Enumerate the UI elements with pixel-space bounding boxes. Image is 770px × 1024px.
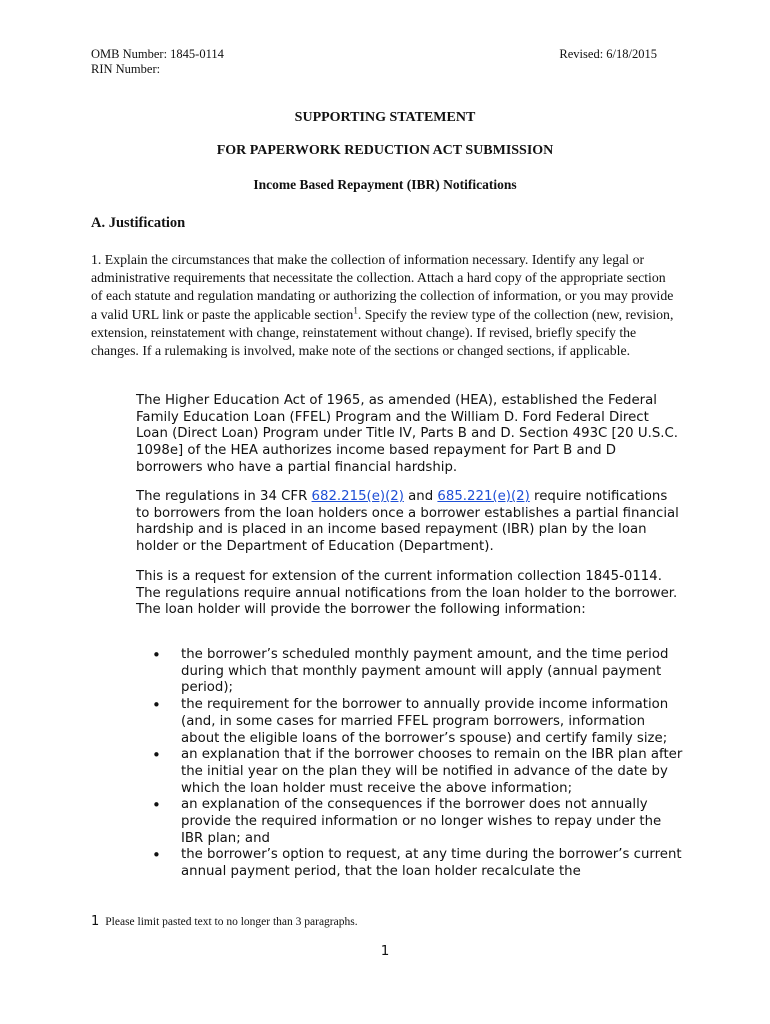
cfr-link-685[interactable]: 685.221(e)(2) bbox=[437, 489, 530, 504]
list-item-text: an explanation that if the borrower chooses to remain on the IBR plan after the initial year on the plan they will be notified in advance of the date by which the loan holder must receive the above information; bbox=[181, 747, 683, 796]
list-item-text: the borrower’s option to request, at any time during the borrower’s current annual payment period, that the loan holder recalculate the bbox=[181, 847, 682, 880]
list-item-text: the requirement for the borrower to annually provide income information (and, in some cases for married FFEL program borrowers, information about the eligible loans of the borrower’s spouse) and certify family size; bbox=[181, 697, 669, 746]
omb-number: OMB Number: 1845-0114 bbox=[91, 47, 224, 61]
section-heading: A. Justification bbox=[91, 215, 186, 231]
list-item-text: an explanation of the consequences if the borrower does not annually provide the required information or no longer wishes to repay under the IBR plan; and bbox=[181, 797, 662, 846]
question-1-part2: . Specify the review type of the collection (new, revision, extension, reinstatement with change, reinstatement without change). If revised, briefly specify the changes. If a rulemaking is involved, make note of the sections or changed sections, if applicable. bbox=[91, 306, 674, 359]
paragraph-hea: The Higher Education Act of 1965, as amended (HEA), established the Federal Family Education Loan (FFEL) Program and the William D. Ford Federal Direct Loan (Direct Loan) Program under Title IV, Parts B and D. Section 493C [20 U.S.C. 1098e] of the HEA authorizes income based repayment for Part B and D borrowers who have a partial financial hardship. bbox=[136, 393, 679, 475]
paragraph-regulations bbox=[136, 489, 684, 556]
footnote-number: 1 bbox=[91, 914, 100, 929]
list-item bbox=[152, 647, 684, 697]
rin-number: RIN Number: bbox=[91, 62, 161, 76]
bullet-icon: • bbox=[152, 796, 161, 815]
cfr-link-682[interactable]: 682.215(e)(2) bbox=[311, 489, 404, 504]
paragraph-regulations-after: require notifications to borrowers from the loan holders once a borrower establishes a partial financial hardship and is placed in an income based repayment (IBR) plan by the loan holder or the Department of Education (Department). bbox=[136, 489, 679, 555]
title-pra-submission: FOR PAPERWORK REDUCTION ACT SUBMISSION bbox=[216, 143, 554, 158]
question-1-part1: 1. Explain the circumstances that make the collection of information necessary. Identify any legal or administrative requirements that necessitate the collection. Attach a hard copy of the appropriate section of each statute and regulation mandating or authorizing the collection of information, or you may provide a valid URL link or paste the applicable section bbox=[91, 252, 674, 322]
bullet-icon: • bbox=[152, 646, 161, 664]
page-number: 1 bbox=[380, 943, 390, 959]
list-item bbox=[152, 747, 684, 797]
title-supporting-statement: SUPPORTING STATEMENT bbox=[294, 110, 476, 125]
revised-date: Revised: 6/18/2015 bbox=[559, 47, 657, 61]
question-1 bbox=[91, 251, 676, 360]
list-item bbox=[152, 847, 684, 880]
paragraph-regulations-middle: and bbox=[403, 489, 438, 504]
list-item bbox=[152, 797, 684, 847]
title-ibr-notifications: Income Based Repayment (IBR) Notifications bbox=[253, 177, 517, 192]
footnote bbox=[91, 914, 358, 929]
list-item bbox=[152, 697, 684, 747]
header-left bbox=[91, 47, 224, 77]
bullet-icon: • bbox=[152, 846, 161, 865]
list-item-text: the borrower’s scheduled monthly payment amount, and the time period during which that monthly payment amount will apply (annual payment period); bbox=[181, 647, 669, 696]
paragraph-regulations-before: The regulations in 34 CFR bbox=[136, 489, 312, 504]
bullet-icon: • bbox=[152, 746, 161, 765]
notification-bullet-list bbox=[152, 647, 684, 881]
footnote-reference[interactable]: 1 bbox=[353, 305, 358, 316]
footnote-text: Please limit pasted text to no longer than 3 paragraphs. bbox=[105, 916, 358, 928]
paragraph-extension-request: This is a request for extension of the current information collection 1845-0114. The regulations require annual notifications from the loan holder to the borrower. The loan holder will provide the borrower the following information: bbox=[136, 569, 678, 618]
bullet-icon: • bbox=[152, 696, 161, 715]
